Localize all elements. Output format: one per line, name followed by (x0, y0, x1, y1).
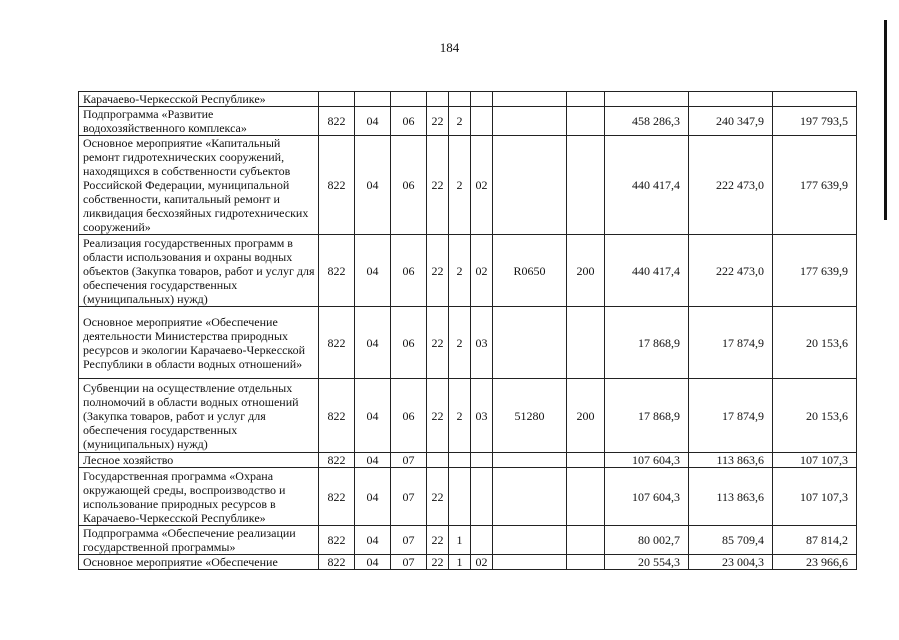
table-row (79, 453, 857, 468)
target-code (493, 92, 567, 107)
event-code: 02 (471, 235, 493, 307)
section-code: 04 (355, 453, 391, 468)
row-name: Государственная программа «Охрана окружающей среды, воспроизводство и использование природных ресурсов в Карачаево-Черкесской Республике» (79, 468, 319, 526)
program-code (427, 453, 449, 468)
expense-code (567, 107, 605, 136)
amount-year-3: 20 153,6 (773, 307, 857, 379)
table-row (79, 136, 857, 235)
amount-year-2: 222 473,0 (689, 136, 773, 235)
expense-code (567, 453, 605, 468)
table-row (79, 92, 857, 107)
amount-year-2: 17 874,9 (689, 379, 773, 453)
row-name: Основное мероприятие «Обеспечение (79, 555, 319, 570)
amount-year-2: 85 709,4 (689, 526, 773, 555)
amount-year-3: 20 153,6 (773, 379, 857, 453)
amount-year-3 (773, 92, 857, 107)
program-code (427, 92, 449, 107)
ministry-code: 822 (319, 307, 355, 379)
program-code: 22 (427, 526, 449, 555)
subsection-code (391, 92, 427, 107)
target-code (493, 555, 567, 570)
expense-code (567, 555, 605, 570)
subprogram-code (449, 92, 471, 107)
row-name: Подпрограмма «Обеспечение реализации государственной программы» (79, 526, 319, 555)
target-code (493, 468, 567, 526)
amount-year-3: 107 107,3 (773, 468, 857, 526)
subsection-code: 06 (391, 235, 427, 307)
page-number: 184 (439, 40, 460, 55)
section-code: 04 (355, 379, 391, 453)
amount-year-3: 177 639,9 (773, 136, 857, 235)
amount-year-2: 222 473,0 (689, 235, 773, 307)
amount-year-1: 458 286,3 (605, 107, 689, 136)
expense-code (567, 136, 605, 235)
subprogram-code: 2 (449, 136, 471, 235)
expense-code (567, 307, 605, 379)
event-code (471, 468, 493, 526)
amount-year-1 (605, 92, 689, 107)
event-code (471, 526, 493, 555)
amount-year-1: 107 604,3 (605, 453, 689, 468)
expense-code (567, 92, 605, 107)
program-code: 22 (427, 235, 449, 307)
subsection-code: 06 (391, 379, 427, 453)
expense-code (567, 526, 605, 555)
amount-year-3: 177 639,9 (773, 235, 857, 307)
event-code: 02 (471, 555, 493, 570)
amount-year-3: 107 107,3 (773, 453, 857, 468)
subsection-code: 07 (391, 453, 427, 468)
table-row (79, 379, 857, 453)
row-name: Подпрограмма «Развитие водохозяйственного комплекса» (79, 107, 319, 136)
amount-year-1: 440 417,4 (605, 136, 689, 235)
target-code (493, 526, 567, 555)
subsection-code: 06 (391, 307, 427, 379)
subprogram-code: 2 (449, 235, 471, 307)
row-name: Карачаево-Черкесской Республике» (79, 92, 319, 107)
amount-year-2: 113 863,6 (689, 468, 773, 526)
section-code: 04 (355, 107, 391, 136)
amount-year-1: 17 868,9 (605, 307, 689, 379)
row-name: Реализация государственных программ в области использования и охраны водных объектов (Закупка товаров, работ и услуг для обеспечения государственных (муниципальных) нужд) (79, 235, 319, 307)
program-code: 22 (427, 307, 449, 379)
table-row (79, 235, 857, 307)
section-code: 04 (355, 136, 391, 235)
table-row (79, 107, 857, 136)
row-name: Лесное хозяйство (79, 453, 319, 468)
ministry-code: 822 (319, 526, 355, 555)
target-code: 51280 (493, 379, 567, 453)
row-name: Субвенции на осуществление отдельных полномочий в области водных отношений (Закупка товаров, работ и услуг для обеспечения государственных (муниципальных) нужд) (79, 379, 319, 453)
section-code (355, 92, 391, 107)
amount-year-1: 20 554,3 (605, 555, 689, 570)
ministry-code: 822 (319, 453, 355, 468)
expense-code: 200 (567, 379, 605, 453)
event-code (471, 453, 493, 468)
expense-code (567, 468, 605, 526)
amount-year-3: 87 814,2 (773, 526, 857, 555)
amount-year-2: 23 004,3 (689, 555, 773, 570)
target-code (493, 307, 567, 379)
program-code: 22 (427, 468, 449, 526)
subsection-code: 07 (391, 468, 427, 526)
subsection-code: 06 (391, 136, 427, 235)
program-code: 22 (427, 107, 449, 136)
scan-edge-bar (884, 20, 887, 220)
section-code: 04 (355, 526, 391, 555)
subprogram-code: 1 (449, 526, 471, 555)
subsection-code: 07 (391, 526, 427, 555)
ministry-code: 822 (319, 379, 355, 453)
section-code: 04 (355, 468, 391, 526)
subprogram-code: 2 (449, 307, 471, 379)
subprogram-code: 1 (449, 555, 471, 570)
amount-year-2 (689, 92, 773, 107)
ministry-code: 822 (319, 555, 355, 570)
table-row (79, 307, 857, 379)
subprogram-code: 2 (449, 107, 471, 136)
event-code (471, 92, 493, 107)
program-code: 22 (427, 555, 449, 570)
amount-year-3: 23 966,6 (773, 555, 857, 570)
event-code: 03 (471, 307, 493, 379)
expense-code: 200 (567, 235, 605, 307)
amount-year-2: 240 347,9 (689, 107, 773, 136)
amount-year-3: 197 793,5 (773, 107, 857, 136)
target-code: R0650 (493, 235, 567, 307)
amount-year-2: 17 874,9 (689, 307, 773, 379)
table-row (79, 526, 857, 555)
amount-year-2: 113 863,6 (689, 453, 773, 468)
section-code: 04 (355, 307, 391, 379)
ministry-code: 822 (319, 235, 355, 307)
program-code: 22 (427, 379, 449, 453)
row-name: Основное мероприятие «Обеспечение деятельности Министерства природных ресурсов и экологии Карачаево-Черкесской Республики в области водных отношений» (79, 307, 319, 379)
section-code: 04 (355, 235, 391, 307)
ministry-code: 822 (319, 107, 355, 136)
event-code: 03 (471, 379, 493, 453)
row-name: Основное мероприятие «Капитальный ремонт гидротехнических сооружений, находящихся в собственности субъектов Российской Федерации, муниципальной собственности, капитальный ремонт и ликвидация бесхозяйных гидротехнических сооружений» (79, 136, 319, 235)
ministry-code: 822 (319, 468, 355, 526)
subprogram-code (449, 468, 471, 526)
subsection-code: 06 (391, 107, 427, 136)
amount-year-1: 80 002,7 (605, 526, 689, 555)
subsection-code: 07 (391, 555, 427, 570)
section-code: 04 (355, 555, 391, 570)
ministry-code (319, 92, 355, 107)
subprogram-code: 2 (449, 379, 471, 453)
ministry-code: 822 (319, 136, 355, 235)
target-code (493, 453, 567, 468)
subprogram-code (449, 453, 471, 468)
target-code (493, 136, 567, 235)
amount-year-1: 107 604,3 (605, 468, 689, 526)
budget-table (78, 91, 857, 570)
table-row (79, 468, 857, 526)
table-row (79, 555, 857, 570)
amount-year-1: 440 417,4 (605, 235, 689, 307)
target-code (493, 107, 567, 136)
program-code: 22 (427, 136, 449, 235)
amount-year-1: 17 868,9 (605, 379, 689, 453)
event-code: 02 (471, 136, 493, 235)
event-code (471, 107, 493, 136)
